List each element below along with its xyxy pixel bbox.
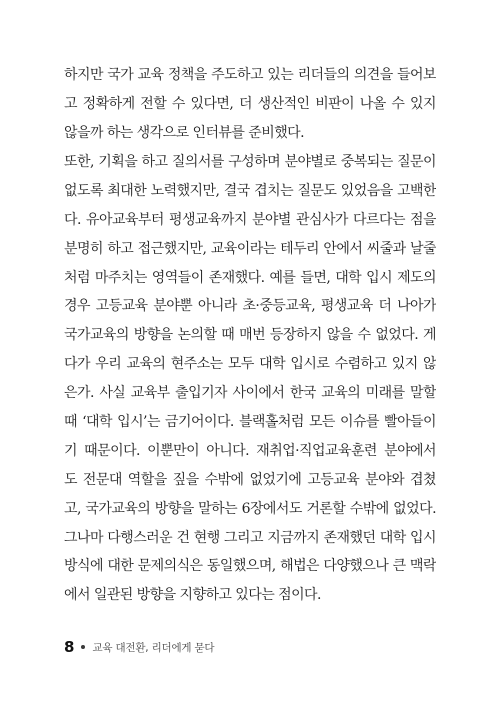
text-line: 다가 우리 교육의 현주소는 모두 대학 입시로 수렴하고 있지 않 [64, 356, 436, 373]
running-title: 교육 대전환, 리더에게 묻다 [92, 641, 215, 654]
text-line: 고 정확하게 전할 수 있다면, 더 생산적인 비판이 나올 수 있지 [64, 95, 436, 112]
text-line: 처럼 마주치는 영역들이 존재했다. 예를 들면, 대학 입시 제도의 [64, 269, 436, 286]
body-paragraph-2 [64, 148, 436, 610]
page-number: 8 [64, 638, 75, 656]
text-line: 다. 유아교육부터 평생교육까지 분야별 관심사가 다르다는 점을 [64, 211, 436, 228]
text-line: 은가. 사실 교육부 출입기자 사이에서 한국 교육의 미래를 말할 [64, 385, 436, 402]
text-line: 도 전문대 역할을 짚을 수밖에 없었기에 고등교육 분야와 겹쳤 [64, 471, 436, 488]
text-line: 기 때문이다. 이뿐만이 아니다. 재취업·직업교육훈련 분야에서 [64, 442, 436, 459]
text-line: 에서 일관된 방향을 지향하고 있다는 점이다. [64, 587, 321, 604]
text-line: 분명히 하고 접근했지만, 교육이라는 테두리 안에서 씨줄과 날줄 [64, 240, 436, 257]
body-paragraph-1 [64, 61, 436, 148]
text-line: 때 ‘대학 입시’는 금기어이다. 블랙홀처럼 모든 이슈를 빨아들이 [64, 414, 436, 431]
text-line: 방식에 대한 문제의식은 동일했으며, 해법은 다양했으나 큰 맥락 [64, 558, 436, 575]
page-footer [64, 636, 214, 658]
text-line: 없도록 최대한 노력했지만, 결국 겹치는 질문도 있었음을 고백한 [64, 182, 436, 199]
bullet-separator-icon [81, 645, 85, 649]
text-line: 국가교육의 방향을 논의할 때 매번 등장하지 않을 수 없었다. 게 [64, 327, 436, 344]
text-line: 경우 고등교육 분야뿐 아니라 초·중등교육, 평생교육 더 나아가 [64, 298, 436, 315]
text-line: 또한, 기획을 하고 질의서를 구성하며 분야별로 중복되는 질문이 [64, 154, 436, 170]
text-line: 하지만 국가 교육 정책을 주도하고 있는 리더들의 의견을 들어보 [64, 67, 436, 83]
text-line: 않을까 하는 생각으로 인터뷰를 준비했다. [64, 124, 305, 141]
text-line: 그나마 다행스러운 건 현행 그리고 지금까지 존재했던 대학 입시 [64, 529, 436, 546]
text-line: 고, 국가교육의 방향을 말하는 6장에서도 거론할 수밖에 없었다. [64, 500, 436, 517]
